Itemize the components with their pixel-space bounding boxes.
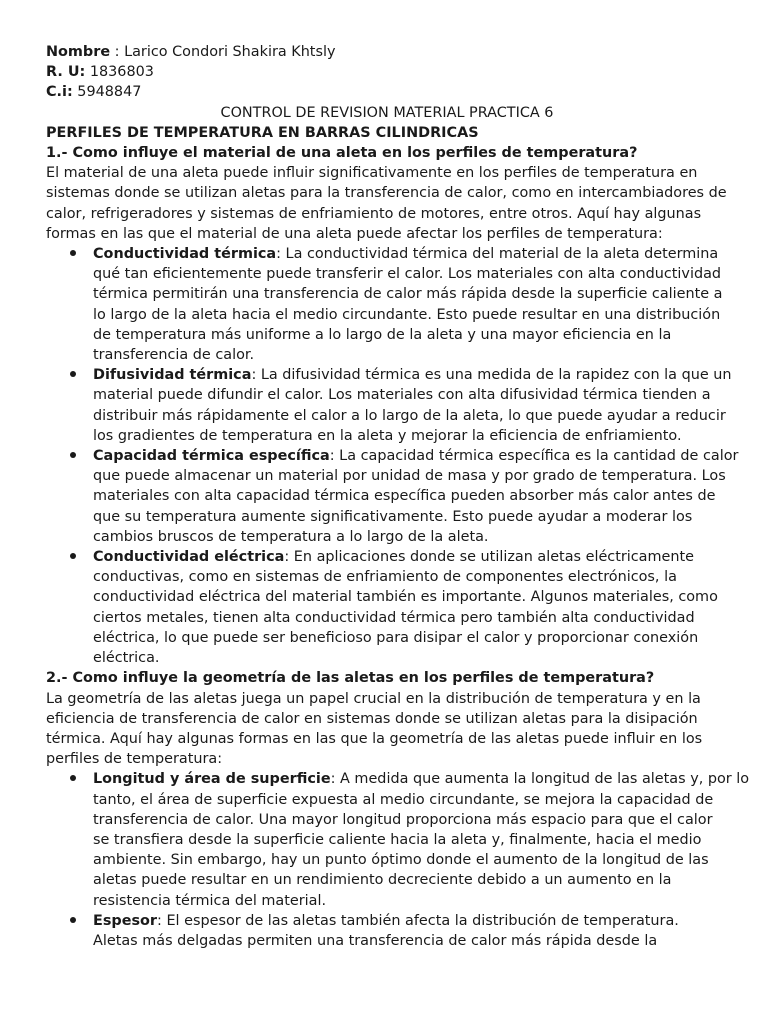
section-2-intro (46, 689, 728, 770)
bullet-text: que su temperatura aumente significativamente. Esto puede ayudar a moderar los (93, 508, 693, 525)
bullet-text: ambiente. Sin embargo, hay un punto óptimo donde el aumento de la longitud de las (93, 852, 709, 869)
paragraph-line: perfiles de temperatura: (46, 751, 223, 768)
ci-label: C.i: (46, 84, 73, 101)
student-info (46, 42, 728, 103)
bullet-text: que puede almacenar un material por unidad de masa y por grado de temperatura. Los (93, 468, 726, 485)
bullet-icon (70, 553, 76, 559)
bullet-text: materiales con alta capacidad térmica específica pueden absorber más calor antes de (93, 488, 716, 505)
bullet-term: Conductividad eléctrica (93, 549, 285, 566)
paragraph-line: sistemas donde se utilizan aletas para la transferencia de calor, como en intercambiadores de (46, 185, 727, 202)
bullet-text: térmica permitirán una transferencia de calor más rápida desde la superficie caliente a (93, 286, 723, 303)
bullet-term: Longitud y área de superficie (93, 771, 331, 788)
bullet-icon (70, 917, 76, 923)
section-2-bullet-list (46, 769, 750, 951)
bullet-text: resistencia térmica del material. (93, 892, 327, 909)
document-subtitle: PERFILES DE TEMPERATURA EN BARRAS CILINDRICAS (46, 124, 479, 141)
bullet-term: Conductividad térmica (93, 246, 277, 263)
ci-line (46, 82, 728, 102)
name-line (46, 42, 728, 62)
bullet-text: : La capacidad térmica específica es la cantidad de calor (329, 448, 739, 465)
bullet-text: : En aplicaciones donde se utilizan aletas eléctricamente (284, 549, 694, 566)
name-label: Nombre (46, 44, 111, 60)
bullet-text: eléctrica. (93, 650, 160, 667)
bullet-text: transferencia de calor. Una mayor longitud proporciona más espacio para que el calor (93, 811, 713, 828)
bullet-item-longitud-area (46, 769, 750, 910)
bullet-item-conductividad-electrica (46, 547, 728, 668)
section-1-intro (46, 163, 728, 244)
name-value: : Larico Condori Shakira Khtsly (114, 44, 336, 60)
bullet-text: se transfiera desde la superficie caliente hacia la aleta y, finalmente, hacia el medio (93, 831, 702, 848)
bullet-text: distribuir más rápidamente el calor a lo largo de la aleta, lo que puede ayudar a reducir (93, 407, 726, 424)
bullet-item-conductividad-termica (46, 244, 728, 365)
section-1-bullet-list (46, 244, 739, 668)
bullet-text: transferencia de calor. (93, 347, 255, 364)
bullet-icon (70, 250, 76, 256)
bullet-icon (70, 371, 76, 377)
bullet-item-difusividad-termica (46, 365, 732, 446)
bullet-text: conductividad eléctrica del material también es importante. Algunos materiales, como (93, 589, 718, 606)
bullet-text: eléctrica, lo que puede ser beneficioso para disipar el calor y proporcionar conexión (93, 629, 699, 646)
bullet-text: : A medida que aumenta la longitud de las aletas y, por lo (330, 771, 750, 788)
paragraph-line: formas en las que el material de una aleta puede afectar los perfiles de temperatura: (46, 225, 663, 242)
bullet-term: Espesor (93, 912, 158, 929)
paragraph-line: térmica. Aquí hay algunas formas en las que la geometría de las aletas puede influir en los (46, 730, 703, 747)
ru-line (46, 62, 728, 82)
bullet-text: material puede difundir el calor. Los materiales con alta difusividad térmica tienden a (93, 387, 711, 404)
bullet-icon (70, 452, 76, 458)
paragraph-line: eficiencia de transferencia de calor en sistemas donde se utilizan aletas para la disipación (46, 710, 698, 727)
bullet-text: Aletas más delgadas permiten una transferencia de calor más rápida desde la (93, 932, 658, 949)
paragraph-line: La geometría de las aletas juega un papel crucial en la distribución de temperatura y en la (46, 690, 701, 707)
question-1: 1.- Como influye el material de una aleta en los perfiles de temperatura? (46, 145, 638, 162)
bullet-text: : La difusividad térmica es una medida de la rapidez con la que un (251, 367, 732, 384)
bullet-text: conductivas, como en sistemas de enfriamiento de componentes electrónicos, la (93, 569, 677, 586)
paragraph-line: calor, refrigeradores y sistemas de enfriamiento de motores, entre otros. Aquí hay algunas (46, 205, 702, 222)
bullet-text: cambios bruscos de temperatura a lo largo de la aleta. (93, 528, 489, 545)
bullet-text: aletas puede resultar en un rendimiento decreciente debido a un aumento en la (93, 872, 672, 889)
bullet-text: ciertos metales, tienen alta conductividad térmica pero también alta conductividad (93, 609, 695, 626)
question-2: 2.- Como influye la geometría de las aletas en los perfiles de temperatura? (46, 670, 655, 687)
bullet-item-capacidad-termica (46, 446, 739, 547)
bullet-text: los gradientes de temperatura en la aleta y mejorar la eficiencia de enfriamiento. (93, 427, 682, 444)
bullet-term: Capacidad térmica específica (93, 448, 330, 465)
bullet-text: : El espesor de las aletas también afecta la distribución de temperatura. (157, 912, 679, 929)
ru-value: 1836803 (89, 64, 154, 81)
ci-value: 5948847 (77, 84, 142, 101)
document-title: CONTROL DE REVISION MATERIAL PRACTICA 6 (220, 104, 554, 121)
bullet-text: de temperatura más uniforme a lo largo de la aleta y una mayor eficiencia en la (93, 326, 672, 343)
bullet-term: Difusividad térmica (93, 367, 252, 384)
bullet-text: : La conductividad térmica del material de la aleta determina (276, 246, 719, 263)
bullet-text: tanto, el área de superficie expuesta al medio circundante, se mejora la capacidad de (93, 791, 714, 808)
bullet-text: qué tan eficientemente puede transferir el calor. Los materiales con alta conductividad (93, 266, 722, 283)
paragraph-line: El material de una aleta puede influir significativamente en los perfiles de temperatura en (46, 165, 698, 182)
bullet-text: lo largo de la aleta hacia el medio circundante. Esto puede resultar en una distribución (93, 306, 721, 323)
bullet-icon (70, 775, 76, 781)
bullet-item-espesor (46, 911, 728, 951)
ru-label: R. U: (46, 64, 86, 81)
